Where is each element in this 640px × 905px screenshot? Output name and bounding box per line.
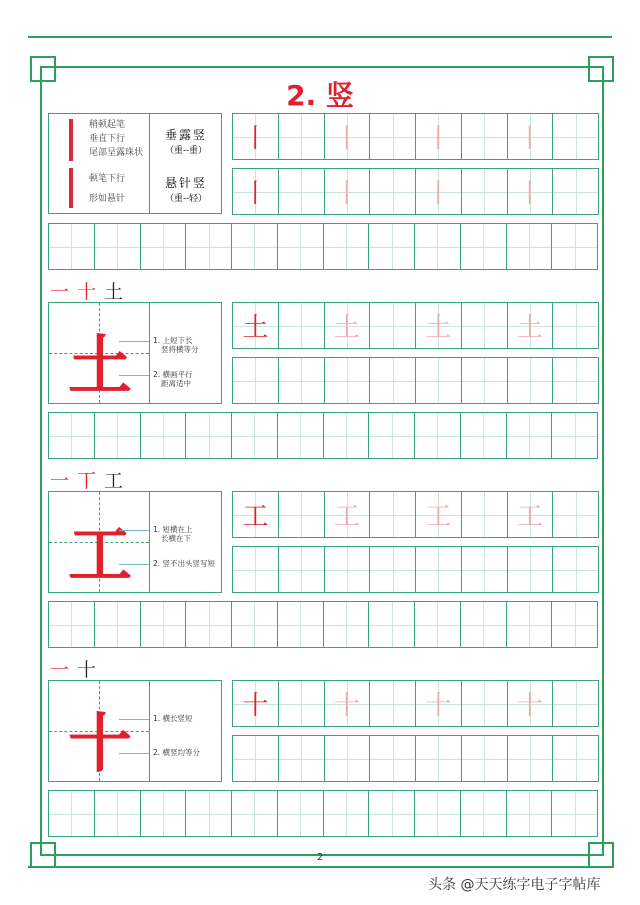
grid-guide-line <box>393 358 394 403</box>
grid-guide-line <box>393 547 394 592</box>
practice-cell[interactable] <box>461 546 508 593</box>
grid-guide-line <box>484 169 485 214</box>
note-line: 2. 横画平行 <box>153 370 193 379</box>
grid-guide-line <box>346 413 347 458</box>
blank-cell[interactable] <box>323 223 370 270</box>
practice-cell[interactable] <box>278 680 325 727</box>
practice-cell[interactable] <box>461 302 508 349</box>
practice-cell[interactable] <box>552 491 599 538</box>
blank-cell[interactable] <box>368 601 415 648</box>
grid-guide-line <box>300 224 301 269</box>
grid-guide-line <box>483 224 484 269</box>
blank-cell[interactable] <box>185 412 232 459</box>
practice-cell[interactable] <box>507 168 554 215</box>
trace-char: 十 <box>425 691 452 721</box>
grid-guide-line <box>392 413 393 458</box>
practice-cell[interactable] <box>507 357 554 404</box>
blank-cell[interactable] <box>551 223 598 270</box>
blank-cell[interactable] <box>94 223 141 270</box>
model-char: 丨 <box>242 179 269 209</box>
practice-cell[interactable] <box>369 357 416 404</box>
practice-cell[interactable] <box>232 491 279 538</box>
blank-cell[interactable] <box>277 601 324 648</box>
practice-cell[interactable] <box>232 546 279 593</box>
model-char: 丨 <box>242 124 269 154</box>
grid-guide-line <box>576 114 577 159</box>
practice-cell[interactable] <box>461 680 508 727</box>
grid-guide-line <box>483 413 484 458</box>
grid-guide-line <box>393 169 394 214</box>
grid-guide-line <box>576 547 577 592</box>
grid-guide-line <box>209 413 210 458</box>
trace-char: 十 <box>516 691 543 721</box>
grid-guide-line <box>71 791 72 836</box>
grid-guide-line <box>529 224 530 269</box>
trace-char: 土 <box>425 313 452 343</box>
practice-cell[interactable] <box>324 168 371 215</box>
practice-cell[interactable] <box>415 491 462 538</box>
practice-cell[interactable] <box>232 735 279 782</box>
grid-guide-line <box>576 736 577 781</box>
grid-guide-line <box>255 736 256 781</box>
grid-guide-line <box>438 547 439 592</box>
grid-guide-line <box>484 681 485 726</box>
stroke-order-step: 一 <box>50 470 74 492</box>
grid-guide-line <box>575 224 576 269</box>
practice-cell[interactable] <box>461 735 508 782</box>
blank-cell[interactable] <box>185 790 232 837</box>
blank-cell[interactable] <box>323 790 370 837</box>
practice-cell[interactable] <box>324 302 371 349</box>
analysis-note <box>153 714 193 723</box>
blank-cell[interactable] <box>551 412 598 459</box>
stroke-desc-1: 稍顿起笔 垂直下行 尾部呈露珠状 <box>89 120 144 158</box>
stroke-order <box>50 466 131 493</box>
analysis-char: 工 <box>68 518 132 593</box>
practice-cell[interactable] <box>232 680 279 727</box>
trace-char: 工 <box>333 502 360 532</box>
blank-cell[interactable] <box>460 223 507 270</box>
practice-cell[interactable] <box>552 680 599 727</box>
note-line: 2. 竖不出头竖写短 <box>153 559 216 568</box>
grid-guide-line <box>393 681 394 726</box>
grid-guide-line <box>347 358 348 403</box>
grid-guide-line <box>163 224 164 269</box>
model-char: 工 <box>242 502 269 532</box>
grid-guide-line <box>484 114 485 159</box>
practice-cell[interactable] <box>415 735 462 782</box>
blank-cell[interactable] <box>140 223 187 270</box>
grid-guide-line <box>438 358 439 403</box>
blank-cell[interactable] <box>323 412 370 459</box>
blank-cell[interactable] <box>94 790 141 837</box>
practice-cell[interactable] <box>461 491 508 538</box>
trace-char: 丨 <box>425 124 452 154</box>
annotation-line <box>119 530 149 531</box>
practice-cell[interactable] <box>507 546 554 593</box>
practice-cell[interactable] <box>324 680 371 727</box>
practice-cell[interactable] <box>369 546 416 593</box>
grid-guide-line <box>254 602 255 647</box>
grid-guide-line <box>346 602 347 647</box>
grid-guide-line <box>529 602 530 647</box>
note-line: 长横在下 <box>161 534 191 543</box>
note-line: 1. 横长竖短 <box>153 714 193 723</box>
grid-guide-line <box>117 413 118 458</box>
grid-guide-line <box>301 169 302 214</box>
practice-cell[interactable] <box>507 113 554 160</box>
grid-guide-line <box>576 492 577 537</box>
trace-char: 丨 <box>516 179 543 209</box>
trace-char: 丨 <box>425 179 452 209</box>
stroke-order <box>50 655 104 682</box>
note-line: 2. 横竖均等分 <box>153 748 201 757</box>
grid-guide-line <box>163 413 164 458</box>
character-analysis-box <box>48 302 222 404</box>
grid-guide-line <box>71 602 72 647</box>
frame-bottom-line <box>28 866 612 868</box>
stroke-diagram-icon <box>69 168 73 208</box>
blank-cell[interactable] <box>414 601 461 648</box>
blank-cell[interactable] <box>140 412 187 459</box>
grid-guide-line <box>163 602 164 647</box>
grid-guide-line <box>163 791 164 836</box>
practice-cell[interactable] <box>507 735 554 782</box>
grid-guide-line <box>393 303 394 348</box>
grid-guide-line <box>209 224 210 269</box>
practice-cell[interactable] <box>232 168 279 215</box>
stroke-order-step: 一 <box>50 659 74 681</box>
blank-cell[interactable] <box>506 790 553 837</box>
analysis-char: 土 <box>68 329 132 404</box>
grid-guide-line <box>254 791 255 836</box>
practice-cell[interactable] <box>507 680 554 727</box>
watermark: 头条 @天天练字电子字帖库 <box>428 877 601 893</box>
grid-guide-line <box>576 169 577 214</box>
grid-guide-line <box>393 736 394 781</box>
practice-cell[interactable] <box>552 357 599 404</box>
grid-guide-line <box>393 492 394 537</box>
practice-cell[interactable] <box>552 302 599 349</box>
grid-guide-line <box>438 736 439 781</box>
grid-guide-line <box>301 681 302 726</box>
blank-cell[interactable] <box>185 223 232 270</box>
trace-char: 十 <box>333 691 360 721</box>
grid-guide-line <box>301 358 302 403</box>
practice-cell[interactable] <box>278 735 325 782</box>
blank-cell[interactable] <box>94 412 141 459</box>
blank-cell[interactable] <box>185 601 232 648</box>
page-number: 2 <box>316 852 324 863</box>
model-char: 土 <box>242 313 269 343</box>
practice-cell[interactable] <box>324 491 371 538</box>
blank-cell[interactable] <box>277 412 324 459</box>
blank-cell[interactable] <box>506 601 553 648</box>
annotation-line <box>119 753 149 754</box>
grid-guide-line <box>71 413 72 458</box>
grid-guide-line <box>576 358 577 403</box>
blank-cell[interactable] <box>460 601 507 648</box>
grid-guide-line <box>393 114 394 159</box>
blank-cell[interactable] <box>48 412 95 459</box>
annotation-line <box>119 375 149 376</box>
annotation-line <box>119 341 149 342</box>
analysis-note <box>153 748 200 757</box>
grid-guide-line <box>437 413 438 458</box>
analysis-note <box>153 559 215 568</box>
note-line: 1. 上短下长 <box>153 336 193 345</box>
grid-guide-line <box>530 547 531 592</box>
blank-cell[interactable] <box>94 601 141 648</box>
blank-cell[interactable] <box>551 790 598 837</box>
practice-cell[interactable] <box>278 357 325 404</box>
grid-guide-line <box>209 602 210 647</box>
note-line: 距离适中 <box>161 379 191 388</box>
practice-cell[interactable] <box>278 546 325 593</box>
grid-guide-line <box>484 736 485 781</box>
blank-cell[interactable] <box>368 790 415 837</box>
practice-cell[interactable] <box>324 546 371 593</box>
stroke-order-step: 一 <box>50 281 74 303</box>
blank-cell[interactable] <box>48 223 95 270</box>
grid-guide-line <box>575 791 576 836</box>
grid-guide-line <box>209 791 210 836</box>
stroke-desc-2: 顿笔下行 形如悬针 <box>89 174 126 204</box>
grid-guide-line <box>300 791 301 836</box>
blank-cell[interactable] <box>140 790 187 837</box>
practice-cell[interactable] <box>369 735 416 782</box>
trace-char: 丨 <box>333 179 360 209</box>
grid-guide-line <box>529 413 530 458</box>
practice-cell[interactable] <box>461 168 508 215</box>
trace-char: 土 <box>516 313 543 343</box>
practice-cell[interactable] <box>415 680 462 727</box>
grid-guide-line <box>392 224 393 269</box>
grid-guide-line <box>575 602 576 647</box>
blank-cell[interactable] <box>551 601 598 648</box>
practice-cell[interactable] <box>415 113 462 160</box>
blank-cell[interactable] <box>323 601 370 648</box>
blank-cell[interactable] <box>231 223 278 270</box>
stroke-intro-box <box>48 113 222 214</box>
annotation-line <box>119 719 149 720</box>
blank-cell[interactable] <box>414 223 461 270</box>
character-analysis-box <box>48 491 222 593</box>
practice-cell[interactable] <box>415 302 462 349</box>
grid-guide-line <box>117 602 118 647</box>
practice-cell[interactable] <box>369 491 416 538</box>
practice-cell[interactable] <box>369 113 416 160</box>
practice-cell[interactable] <box>369 168 416 215</box>
blank-cell[interactable] <box>231 412 278 459</box>
blank-cell[interactable] <box>368 223 415 270</box>
page-title: 2. 竖 <box>286 79 354 112</box>
practice-cell[interactable] <box>324 357 371 404</box>
practice-cell[interactable] <box>461 357 508 404</box>
grid-guide-line <box>255 547 256 592</box>
character-analysis-box <box>48 680 222 782</box>
stroke-order-step: 十 <box>77 281 101 303</box>
grid-guide-line <box>117 791 118 836</box>
blank-cell[interactable] <box>460 412 507 459</box>
stroke-diagram-icon <box>69 119 73 161</box>
trace-char: 丨 <box>516 124 543 154</box>
blank-cell[interactable] <box>231 601 278 648</box>
grid-guide-line <box>576 681 577 726</box>
grid-guide-line <box>255 358 256 403</box>
grid-guide-line <box>347 736 348 781</box>
practice-cell[interactable] <box>415 168 462 215</box>
grid-guide-line <box>392 602 393 647</box>
stroke-weight: （重--重） <box>164 146 208 156</box>
grid-guide-line <box>301 736 302 781</box>
practice-cell[interactable] <box>461 113 508 160</box>
practice-cell[interactable] <box>507 302 554 349</box>
practice-cell[interactable] <box>552 113 599 160</box>
grid-guide-line <box>346 791 347 836</box>
note-line: 1. 短横在上 <box>153 525 193 534</box>
practice-cell[interactable] <box>369 302 416 349</box>
stroke-order-step: 丅 <box>77 470 101 492</box>
stroke-order-step: 十 <box>77 659 101 681</box>
grid-guide-line <box>254 224 255 269</box>
practice-cell[interactable] <box>324 735 371 782</box>
practice-cell[interactable] <box>278 491 325 538</box>
grid-guide-line <box>300 413 301 458</box>
grid-guide-line <box>483 791 484 836</box>
practice-cell[interactable] <box>507 491 554 538</box>
analysis-note <box>153 525 193 543</box>
annotation-line <box>119 564 149 565</box>
grid-guide-line <box>117 224 118 269</box>
practice-cell[interactable] <box>324 113 371 160</box>
trace-char: 工 <box>425 502 452 532</box>
trace-char: 工 <box>516 502 543 532</box>
practice-cell[interactable] <box>278 302 325 349</box>
grid-guide-line <box>301 492 302 537</box>
blank-cell[interactable] <box>48 601 95 648</box>
grid-guide-line <box>71 224 72 269</box>
grid-guide-line <box>437 791 438 836</box>
blank-cell[interactable] <box>277 790 324 837</box>
grid-guide-line <box>347 547 348 592</box>
stroke-weight: （重--轻） <box>164 194 208 204</box>
practice-cell[interactable] <box>278 113 325 160</box>
grid-guide-line <box>346 224 347 269</box>
grid-guide-line <box>301 547 302 592</box>
grid-guide-line <box>437 602 438 647</box>
analysis-char: 十 <box>68 707 132 782</box>
practice-cell[interactable] <box>232 302 279 349</box>
practice-cell[interactable] <box>552 546 599 593</box>
grid-guide-line <box>392 791 393 836</box>
grid-guide-line <box>576 303 577 348</box>
blank-cell[interactable] <box>414 790 461 837</box>
grid-guide-line <box>254 413 255 458</box>
practice-cell[interactable] <box>278 168 325 215</box>
blank-cell[interactable] <box>460 790 507 837</box>
stroke-order <box>50 277 131 304</box>
grid-guide-line <box>301 303 302 348</box>
stroke-name: 悬针竖 <box>164 176 207 190</box>
grid-guide-line <box>301 114 302 159</box>
stroke-name: 垂露竖 <box>164 128 207 142</box>
blank-cell[interactable] <box>277 223 324 270</box>
blank-cell[interactable] <box>368 412 415 459</box>
note-line: 竖将横等分 <box>161 345 199 354</box>
analysis-note <box>153 370 193 388</box>
practice-cell[interactable] <box>232 357 279 404</box>
grid-guide-line <box>483 602 484 647</box>
blank-cell[interactable] <box>140 601 187 648</box>
stroke-order-step: 土 <box>104 281 128 303</box>
practice-cell[interactable] <box>415 357 462 404</box>
grid-guide-line <box>484 547 485 592</box>
grid-guide-line <box>484 303 485 348</box>
grid-guide-line <box>530 358 531 403</box>
grid-guide-line <box>300 602 301 647</box>
practice-cell[interactable] <box>415 546 462 593</box>
blank-cell[interactable] <box>231 790 278 837</box>
trace-char: 丨 <box>333 124 360 154</box>
grid-guide-line <box>437 224 438 269</box>
grid-guide-line <box>484 358 485 403</box>
blank-cell[interactable] <box>414 412 461 459</box>
stroke-order-step: 工 <box>104 470 128 492</box>
trace-char: 土 <box>333 313 360 343</box>
analysis-note <box>153 336 199 354</box>
model-char: 十 <box>242 691 269 721</box>
practice-cell[interactable] <box>552 735 599 782</box>
blank-cell[interactable] <box>506 223 553 270</box>
blank-cell[interactable] <box>506 412 553 459</box>
blank-cell[interactable] <box>48 790 95 837</box>
grid-guide-line <box>529 791 530 836</box>
grid-guide-line <box>530 736 531 781</box>
practice-cell[interactable] <box>552 168 599 215</box>
grid-guide-line <box>575 413 576 458</box>
practice-cell[interactable] <box>369 680 416 727</box>
frame-top-line <box>28 36 612 38</box>
grid-guide-line <box>484 492 485 537</box>
practice-cell[interactable] <box>232 113 279 160</box>
